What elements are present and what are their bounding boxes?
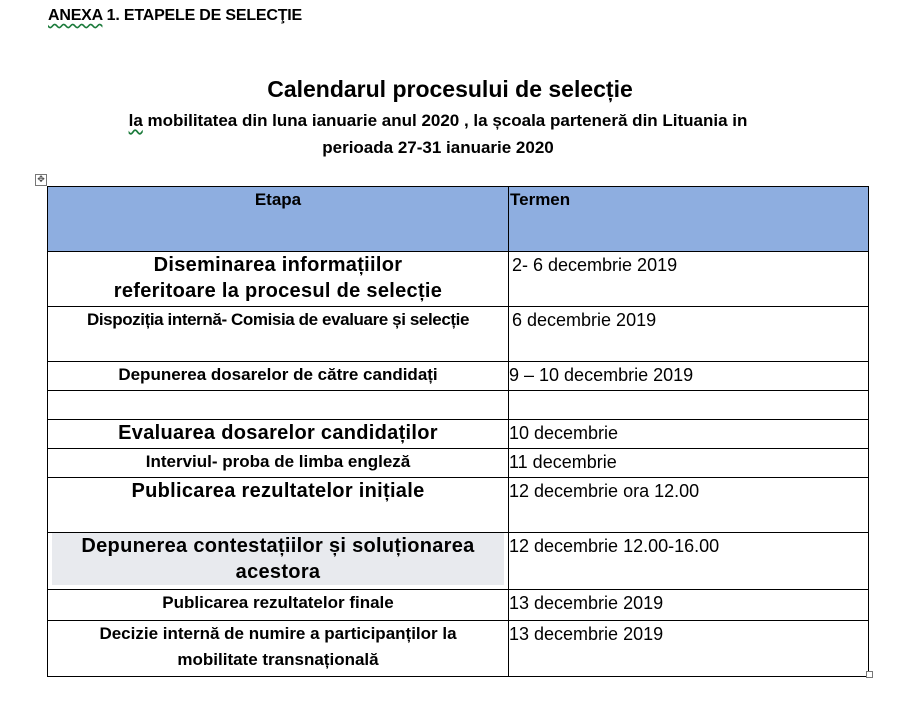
term-cell: [509, 391, 869, 420]
term-cell: [509, 252, 869, 307]
term-cell: [509, 533, 869, 590]
stage-text: Diseminarea informațiilor referitoare la procesul de selecție: [113, 254, 443, 302]
page-subtitle: [88, 107, 788, 161]
table-row: [48, 420, 869, 449]
table-row: [48, 590, 869, 621]
subtitle-line1: mobilitatea din luna ianuarie anul 2020 , la școala parteneră din Lituania in: [142, 111, 748, 130]
table-row: [48, 621, 869, 677]
term-cell: [509, 307, 869, 362]
stage-cell: [48, 478, 509, 533]
stage-cell: [48, 252, 509, 307]
term-cell: [509, 362, 869, 391]
term-text: 13 decembrie 2019: [509, 593, 664, 613]
stage-text: Depunerea contestațiilor și soluționarea acestora: [52, 533, 504, 585]
table-move-handle-icon[interactable]: ✥: [35, 174, 47, 186]
annex-heading: [48, 7, 302, 25]
stage-cell: [48, 362, 509, 391]
term-cell: [509, 478, 869, 533]
table-row: [48, 533, 869, 590]
header-stage: Etapa: [48, 187, 509, 252]
stage-cell: [48, 307, 509, 362]
subtitle-line2: perioada 27-31 ianuarie 2020: [322, 138, 554, 157]
term-text: 11 decembrie: [509, 452, 617, 472]
stage-text: Publicarea rezultatelor inițiale: [131, 480, 425, 502]
stage-cell: [48, 533, 509, 590]
term-text: 2- 6 decembrie 2019: [512, 255, 678, 275]
table-header-row: [48, 187, 869, 252]
table-row: [48, 307, 869, 362]
stage-text: Depunerea dosarelor de către candidați: [118, 365, 438, 384]
stage-cell: [48, 420, 509, 449]
header-term: Termen: [509, 187, 869, 252]
term-cell: [509, 420, 869, 449]
stage-text: Decizie internă de numire a participanților la mobilitate transnațională: [99, 624, 457, 669]
table-row: [48, 252, 869, 307]
stage-cell: [48, 590, 509, 621]
term-text: 12 decembrie ora 12.00: [509, 481, 700, 501]
stage-text: Evaluarea dosarelor candidaților: [118, 422, 438, 444]
table-row: [48, 362, 869, 391]
stage-text: Dispoziția internă- Comisia de evaluare și selecție: [86, 310, 470, 329]
term-cell: [509, 621, 869, 677]
table-resize-handle[interactable]: [866, 671, 873, 678]
selection-calendar-table: [47, 186, 869, 677]
term-text: 6 decembrie 2019: [512, 310, 657, 330]
table-row: [48, 391, 869, 420]
term-text: 12 decembrie 12.00-16.00: [509, 536, 720, 556]
term-text: 13 decembrie 2019: [509, 624, 664, 644]
stage-cell: [48, 621, 509, 677]
annex-label-rest: 1. ETAPELE DE SELECŢIE: [102, 7, 303, 24]
stage-cell: [48, 449, 509, 478]
subtitle-first-word: la: [128, 111, 143, 130]
table-row: [48, 478, 869, 533]
stage-text: Interviul- proba de limba engleză: [145, 452, 411, 471]
term-text: 9 – 10 decembrie 2019: [509, 365, 694, 385]
table-row: [48, 449, 869, 478]
page-title: Calendarul procesului de selecție: [267, 76, 633, 102]
stage-text: Publicarea rezultatelor finale: [162, 593, 394, 612]
annex-label-prefix: ANEXA: [48, 7, 103, 24]
term-text: 10 decembrie: [509, 423, 619, 443]
stage-cell: [48, 391, 509, 420]
term-cell: [509, 449, 869, 478]
term-cell: [509, 590, 869, 621]
